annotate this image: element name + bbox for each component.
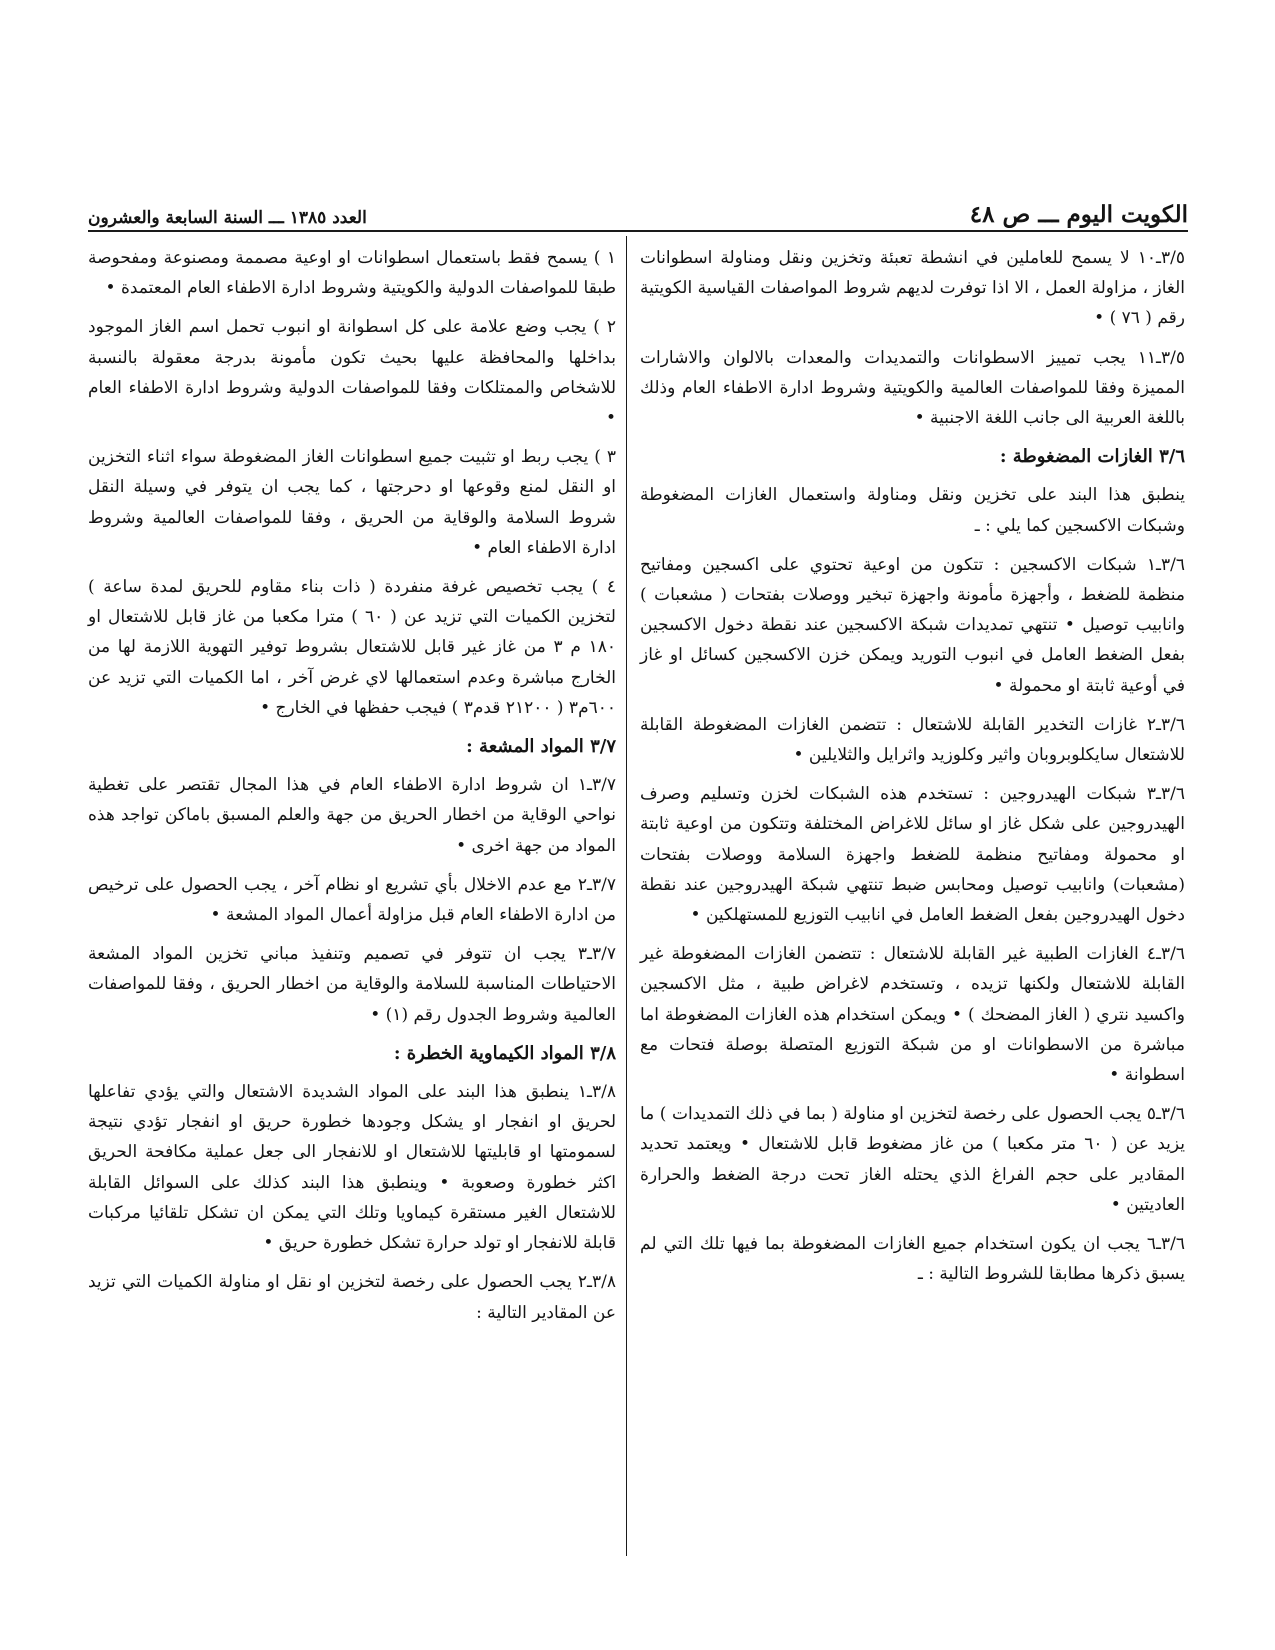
paragraph: ١ ) يسمح فقط باستعمال اسطوانات او اوعية مصممة ومصنوعة ومفحوصة طبقا للمواصفات الدولية والكويتية وشروط ادارة الاطفاء العام المعتمدة • — [88, 248, 616, 299]
section-heading: ٣/٧ المواد المشعة : — [466, 736, 616, 758]
paragraph: ٣/٦ـ١ شبكات الاكسجين : تتكون من اوعية تحتوي على اكسجين ومفاتيح منظمة للضغط ، وأجهزة مأمونة واجهزة تبخير ووصلات بفتحات ( مشعبات ) وانابيب توصيل • تنتهي تمديدات شبكة الاكسجين عند نقطة دخول الاكسجين بفعل الضغط العامل في انبوب التوريد ويمكن خزن الاكسجين كسائل او غاز في أوعية ثابتة او محمولة • — [640, 554, 1186, 696]
page-header — [88, 188, 1188, 228]
paragraph: ينطبق هذا البند على تخزين ونقل ومناولة واستعمال الغازات المضغوطة وشبكات الاكسجين كما يلي : ـ — [640, 485, 1185, 536]
paragraph: ٣/٨ـ٢ يجب الحصول على رخصة لتخزين او نقل او مناولة الكميات التي تزيد عن المقادير التالية : — [88, 1272, 616, 1323]
column-divider — [626, 236, 627, 1556]
paragraph: ٣/٧ـ٢ مع عدم الاخلال بأي تشريع او نظام آخر ، يجب الحصول على ترخيص من ادارة الاطفاء العام قبل مزاولة أعمال المواد المشعة • — [88, 874, 616, 926]
paragraph: ٤ ) يجب تخصيص غرفة منفردة ( ذات بناء مقاوم للحريق لمدة ساعة ) لتخزين الكميات التي تزيد عن ( ٦٠ ) مترا مكعبا من غاز قابل للاشتعال او ١٨٠ م ٣ من غاز غير قابل للاشتعال بشروط توفير التهوية اللازمة لها من الخارج مباشرة وعدم استعمالها لاي غرض آخر ، اما الكميات التي تزيد عن ٦٠٠م٣ ( ٢١٢٠٠ قدم٣ ) فيجب حفظها في الخارج • — [88, 577, 616, 718]
header-issue-year: العدد ١٣٨٥ ـــ السنة السابعة والعشرون — [88, 208, 367, 228]
section-heading: ٣/٦ الغازات المضغوطة : — [999, 446, 1185, 468]
header-rule — [88, 230, 1188, 232]
paragraph: ٣/٨ـ١ ينطبق هذا البند على المواد الشديدة الاشتعال والتي يؤدي تفاعلها لحريق او انفجار او يشكل وجودها خطورة حريق او انفجار تؤدي نتيجة لسمومتها او قابليتها للاشتعال او للانفجار الى جعل عملية مكافحة الحريق اكثر خطورة وصعوبة • وينطبق هذا البند كذلك على السوائل القابلة للاشتعال الغير مستقرة كيماويا وتلك التي يمكن ان تشكل تلقائيا مركبات قابلة للانفجار او تولد حرارة تشكل خطورة حريق • — [88, 1082, 616, 1254]
left-column — [88, 243, 616, 1337]
section-heading: ٣/٨ المواد الكيماوية الخطرة : — [393, 1042, 616, 1064]
paragraph: ٣/٦ـ٢ غازات التخدير القابلة للاشتعال : تتضمن الغازات المضغوطة القابلة للاشتعال سايكلوبروبان واثير وكلوزيد واثرايل والثلايلين • — [640, 714, 1185, 766]
paragraph: ٢ ) يجب وضع علامة على كل اسطوانة او انبوب تحمل اسم الغاز الموجود بداخلها والمحافظة عليها بحيث تكون مأمونة بدرجة معقولة بالنسبة للاشخاص والممتلكات وفقا للمواصفات الدولية وشروط ادارة الاطفاء العام • — [88, 317, 616, 429]
paragraph: ٣/٥ـ١٠ لا يسمح للعاملين في انشطة تعبئة وتخزين ونقل ومناولة اسطوانات الغاز ، مزاولة العمل ، الا اذا توفرت لديهم شروط المواصفات القياسية الكويتية رقم ( ٧٦ ) • — [640, 248, 1185, 329]
paragraph: ٣/٦ـ٣ شبكات الهيدروجين : تستخدم هذه الشبكات لخزن وتسليم وصرف الهيدروجين على شكل غاز او سائل للاغراض المختلفة وتتكون من اوعية ثابتة او محمولة ومفاتيح منظمة للضغط واجهزة السلامة ووصلات بفتحات (مشعبات) وانابيب توصيل ومحابس ضبط تنتهي شبكة الهيدروجين عند نقطة دخول الهيدروجين بفعل الضغط العامل في انابيب التوزيع للمستهلكين • — [640, 784, 1185, 926]
paragraph: ٣/٧ـ٣ يجب ان تتوفر في تصميم وتنفيذ مباني تخزين المواد المشعة الاحتياطات المناسبة للسلامة والوقاية من اخطار الحريق ، وفقا للمواصفات العالمية وشروط الجدول رقم (١) • — [88, 944, 616, 1025]
paragraph: ٣/٧ـ١ ان شروط ادارة الاطفاء العام في هذا المجال تقتصر على تغطية نواحي الوقاية من اخطار الحريق من جهة والعلم المسبق باماكن تواجد هذه المواد من جهة اخرى • — [88, 775, 616, 856]
header-publication-page: الكويت اليوم ـــ ص ٤٨ — [969, 201, 1188, 228]
paragraph: ٣ ) يجب ربط او تثبيت جميع اسطوانات الغاز المضغوطة سواء اثناء التخزين او النقل لمنع وقوعها او دحرجتها ، كما يجب ان يتوفر في وسيلة النقل شروط السلامة والوقاية من الحريق ، وفقا للمواصفات العالمية وشروط ادارة الاطفاء العام • — [88, 447, 616, 558]
paragraph: ٣/٦ـ٤ الغازات الطبية غير القابلة للاشتعال : تتضمن الغازات المضغوطة غير القابلة للاشتعال ولكنها تزيده ، وتستخدم لاغراض طبية ، مثل الاكسجين واكسيد نتري ( الغاز المضحك ) • ويمكن استخدام هذه الغازات المضغوطة اما مباشرة من الاسطوانات او من شبكة التوزيع المتصلة بوصلة فتحات مع اسطوانة • — [640, 944, 1185, 1086]
right-column — [640, 243, 1185, 1299]
paragraph: ٣/٥ـ١١ يجب تمييز الاسطوانات والتمديدات والمعدات بالالوان والاشارات المميزة وفقا للمواصفات العالمية والكويتية وشروط ادارة الاطفاء العام وذلك باللغة العربية الى جانب اللغة الاجنبية • — [640, 347, 1185, 429]
paragraph: ٣/٦ـ٥ يجب الحصول على رخصة لتخزين او مناولة ( بما في ذلك التمديدات ) ما يزيد عن ( ٦٠ متر مكعبا ) من غاز مضغوط قابل للاشتعال • ويعتمد تحديد المقادير على حجم الفراغ الذي يحتله الغاز تحت درجة الضغط والحرارة العاديتين • — [640, 1104, 1185, 1215]
paragraph: ٣/٦ـ٦ يجب ان يكون استخدام جميع الغازات المضغوطة بما فيها تلك التي لم يسبق ذكرها مطابقا للشروط التالية : ـ — [640, 1234, 1185, 1285]
